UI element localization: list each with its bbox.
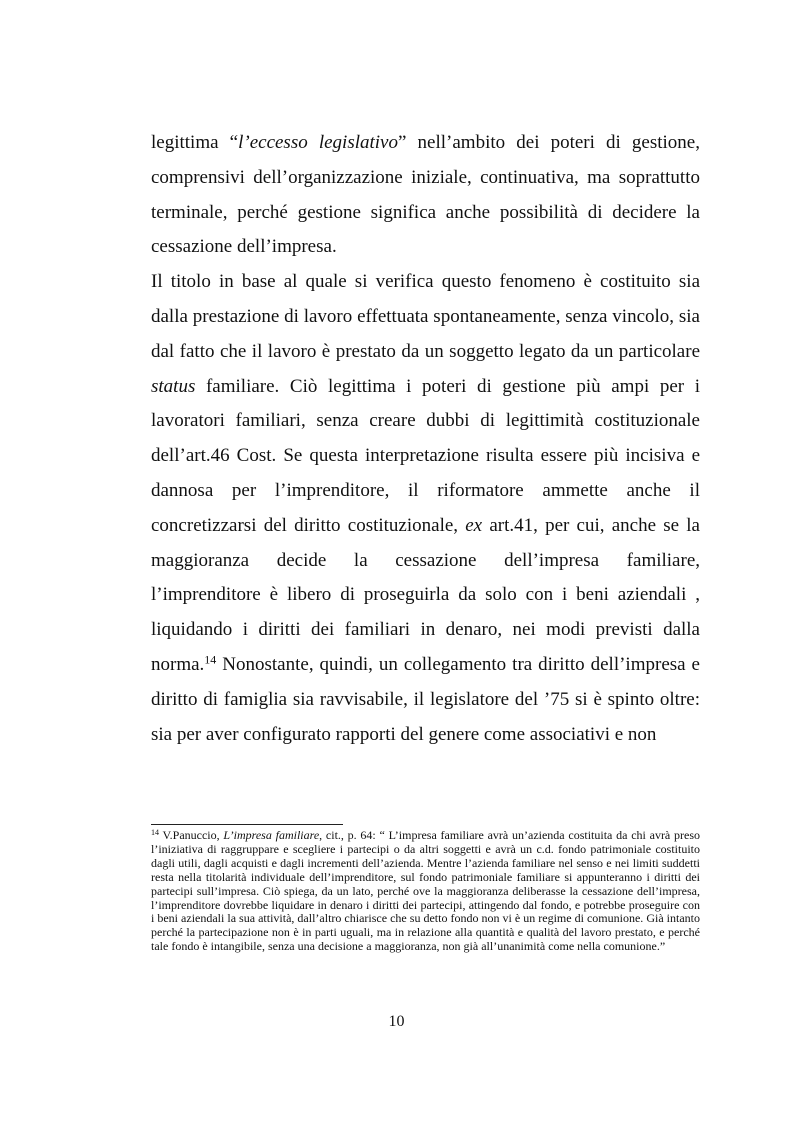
footnote-text: , cit., p. 64: “ L’impresa familiare avrà un’azienda costituita da chi avrà preso l’iniziativa di raggruppare e scegliere i partecipi o da altri soggetti e avrà un c.d. fondo patrimoniale costituito dagli utili, dagli acquisti e dagli incrementi dell’azienda. Mentre l’azienda familiare nel senso e nei limiti suddetti resta nella titolarità individuale dell’imprenditore, sul fondo patrimoniale familiare si appunteranno i diritti dei partecipi sull’impresa. Ciò spiega, da un lato, perché ove la maggioranza deliberasse la cessazione dell’impresa, l’imprenditore dovrebbe liquidare in denaro i diritti dei partecipi, attingendo dal fondo, e potrebbe proseguire con i beni aziendali la sua attività, dall’altro chiarisce che su detto fondo non vi è un regime di comunione. Già intanto perché la partecipazione non è in parti uguali, ma in relazione alla quantità e qualità del lavoro prestato, e perché tale fondo è intangibile, senza una decisione a maggioranza, non già all’unanimità come nella comunione.” — [151, 828, 701, 954]
footnote-reference[interactable]: 14 — [204, 652, 217, 667]
quoted-phrase: l’eccesso legislativo — [238, 132, 398, 153]
footnote-author: V.Panuccio, — [159, 828, 224, 842]
footnote-14 — [151, 829, 700, 954]
footnote-cited-title: L’impresa familiare — [223, 828, 320, 842]
paragraph-text: Nonostante, quindi, un collegamento tra diritto dell’impresa e diritto di famiglia sia ravvisabile, il legislatore del ’75 si è spinto oltre: sia per aver configurato rapporti del genere come associativi e non — [151, 653, 700, 745]
footnote-number: 14 — [151, 828, 159, 837]
main-body-text — [151, 126, 700, 752]
italic-term-ex: ex — [465, 514, 483, 536]
paragraph-main — [151, 265, 700, 752]
paragraph-text: art.41, per cui, anche se la maggioranza decide la cessazione dell’impresa familiare, l’imprenditore è libero di proseguirla da solo con i beni aziendali , liquidando i diritti dei familiari in denaro, nei modi previsti dalla norma. — [151, 514, 700, 675]
page-number: 10 — [388, 1013, 405, 1030]
italic-term-status: status — [151, 375, 196, 397]
paragraph-continuation — [151, 126, 700, 265]
paragraph-text: familiare. Ciò legittima i poteri di gestione più ampi per i lavoratori familiari, senza creare dubbi di legittimità costituzionale dell’art.46 Cost. Se questa interpretazione risulta essere più incisiva e dannosa per l’imprenditore, il riformatore ammette anche il concretizzarsi del diritto costituzionale, — [151, 375, 700, 536]
footnote-separator — [151, 824, 343, 825]
paragraph-text: legittima “ — [151, 132, 239, 153]
paragraph-text: ” nell’ambito dei poteri di gestione, comprensivi dell’organizzazione iniziale, continuativa, ma soprattutto terminale, perché gestione significa anche possibilità di decidere la cessazione dell’impresa. — [151, 132, 700, 258]
paragraph-text: Il titolo in base al quale si verifica questo fenomeno è costituito sia dalla prestazione di lavoro effettuata spontaneamente, senza vincolo, sia dal fatto che il lavoro è prestato da un soggetto legato da un particolare — [151, 271, 700, 362]
